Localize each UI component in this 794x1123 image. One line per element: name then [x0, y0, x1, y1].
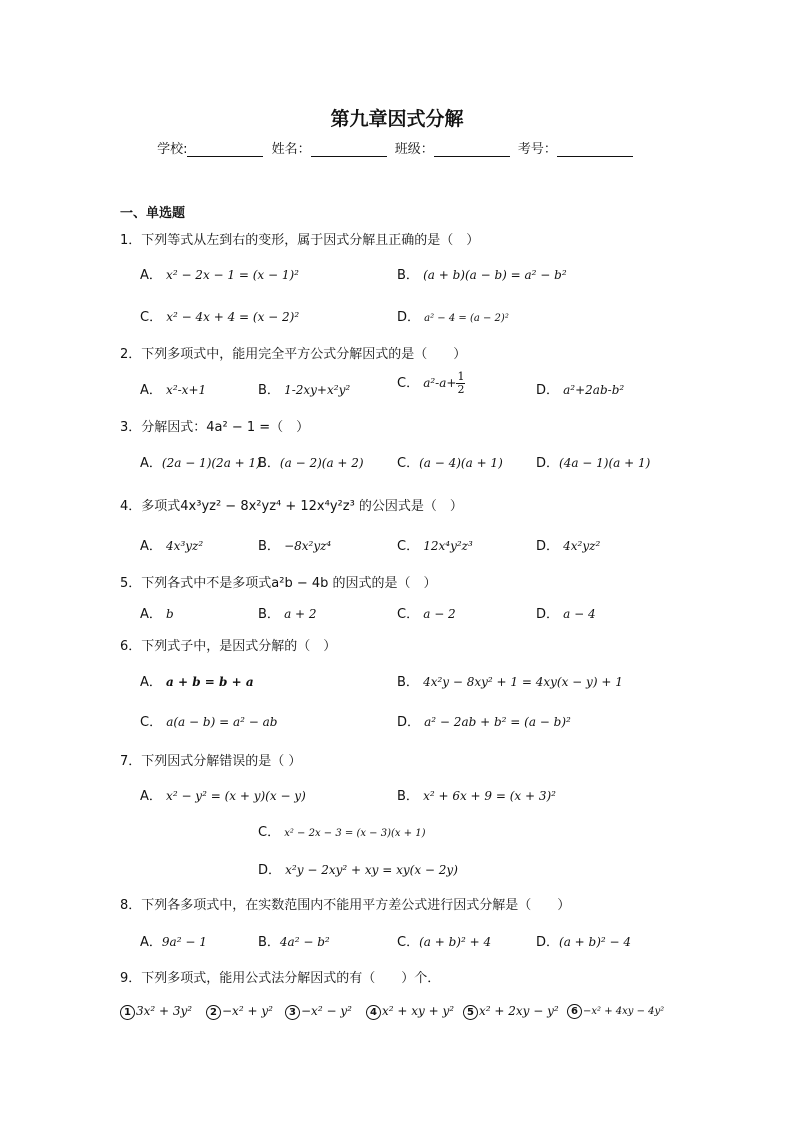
option-letter: B．: [397, 268, 419, 283]
option-letter: B．: [397, 789, 419, 804]
q8-option-a[interactable]: [140, 931, 207, 950]
option-expr: x² + 6x + 9 = (x + 3)²: [423, 789, 556, 803]
option-expr: 4x³yz²: [166, 539, 204, 553]
question-5-stem: 5．下列各式中不是多项式a²b − 4b 的因式的是（ ）: [120, 576, 437, 591]
option-expr: 1-2xy+x²y²: [284, 383, 351, 397]
option-expr: a² − 4 = (a − 2)²: [424, 313, 509, 324]
q7-option-a[interactable]: [140, 785, 306, 804]
option-letter: D．: [536, 383, 560, 398]
option-expr: 4x²yz²: [563, 539, 601, 553]
q7-option-c[interactable]: [258, 821, 426, 840]
q1-option-b[interactable]: [397, 264, 567, 283]
option-letter: D．: [258, 863, 282, 878]
option-letter: C．: [140, 715, 163, 730]
option-expr: x² − 2x − 1 = (x − 1)²: [166, 268, 299, 282]
option-expr: x²-x+1: [166, 383, 207, 397]
option-letter: C．: [258, 825, 281, 840]
option-expr: b: [166, 607, 174, 621]
option-expr: a²+2ab-b²: [563, 383, 625, 397]
option-letter: A．: [140, 789, 162, 804]
option-expr: −8x²yz⁴: [284, 539, 332, 553]
option-letter: A．: [140, 268, 162, 283]
option-expr: 9a² − 1: [161, 935, 207, 949]
option-letter: A．: [140, 935, 162, 950]
option-expr: a² − 2ab + b² = (a − b)²: [424, 715, 571, 729]
option-letter: D．: [397, 310, 421, 325]
option-expr: (a − 4)(a + 1): [419, 456, 503, 470]
q5-option-a[interactable]: [140, 603, 174, 622]
q9-item-3: [285, 1004, 352, 1020]
q5-option-b[interactable]: [258, 603, 317, 622]
question-6-stem: 6．下列式子中，是因式分解的（ ）: [120, 639, 337, 654]
q2-option-a[interactable]: [140, 379, 206, 398]
option-letter: B．: [397, 675, 419, 690]
q9-item-6: [567, 1004, 664, 1019]
option-expr: x² − 4x + 4 = (x − 2)²: [166, 310, 300, 324]
exam-no-label: 考号：: [517, 142, 557, 157]
option-expr: (a + b)² − 4: [559, 935, 632, 949]
q2-option-b[interactable]: [258, 379, 350, 398]
option-expr: a²-a+: [423, 376, 457, 390]
q9-item-5: [463, 1004, 559, 1020]
q4-option-b[interactable]: [258, 535, 331, 554]
option-letter: D．: [397, 715, 421, 730]
option-letter: A．: [140, 607, 162, 622]
question-1-stem: 1．下列等式从左到右的变形，属于因式分解且正确的是（ ）: [120, 233, 480, 248]
option-letter: D．: [536, 539, 560, 554]
option-letter: D．: [536, 456, 560, 471]
question-8-stem: 8．下列各多项式中，在实数范围内不能用平方差公式进行因式分解是（ ）: [120, 898, 571, 913]
school-blank[interactable]: [187, 142, 263, 157]
name-blank[interactable]: [311, 142, 387, 157]
option-expr: 12x⁴y²z³: [423, 539, 473, 553]
q3-option-a[interactable]: [140, 452, 261, 471]
option-expr: (a + b)(a − b) = a² − b²: [423, 268, 567, 282]
option-letter: B．: [258, 607, 280, 622]
option-letter: A．: [140, 456, 162, 471]
item-expr: −x² + y²: [222, 1004, 273, 1018]
item-expr: 3x² + 3y²: [136, 1004, 193, 1018]
option-expr: 4a² − b²: [279, 935, 330, 949]
q8-option-b[interactable]: [258, 931, 330, 950]
name-label: 姓名：: [271, 142, 311, 157]
q9-item-4: [366, 1004, 454, 1020]
q6-option-a[interactable]: [140, 671, 254, 690]
q9-item-2: [206, 1004, 273, 1020]
q3-option-b[interactable]: [258, 452, 364, 471]
circled-number: 1: [120, 1005, 135, 1020]
option-expr: a + 2: [284, 607, 317, 621]
q7-option-b[interactable]: [397, 785, 556, 804]
fraction-numerator: 1: [457, 370, 465, 383]
option-expr: (2a − 1)(2a + 1): [161, 456, 261, 470]
option-letter: A．: [140, 383, 162, 398]
option-letter: A．: [140, 675, 162, 690]
option-letter: D．: [536, 607, 560, 622]
question-4-stem: 4．多项式4x³yz² − 8x²yz⁴ + 12x⁴y²z³ 的公因式是（ ）: [120, 499, 463, 514]
fraction: [456, 371, 465, 396]
q6-option-c[interactable]: [140, 711, 277, 730]
option-expr: x² − 2x − 3 = (x − 3)(x + 1): [284, 828, 426, 839]
item-expr: x² + xy + y²: [382, 1004, 455, 1018]
option-expr: 4x²y − 8xy² + 1 = 4xy(x − y) + 1: [423, 675, 623, 689]
fraction-denominator: 2: [457, 383, 465, 396]
item-expr: x² + 2xy − y²: [479, 1004, 559, 1018]
option-expr: a(a − b) = a² − ab: [166, 715, 278, 729]
q8-option-c[interactable]: [397, 931, 491, 950]
q5-option-c[interactable]: [397, 603, 456, 622]
q9-item-1: [120, 1004, 192, 1020]
item-expr: −x² + 4xy − 4y²: [583, 1006, 665, 1017]
page-title: 第九章因式分解: [330, 108, 464, 130]
q6-option-b[interactable]: [397, 671, 623, 690]
student-info-line: [0, 138, 794, 157]
option-expr: a − 2: [423, 607, 456, 621]
question-2-stem: 2．下列多项式中，能用完全平方公式分解因式的是（ ）: [120, 347, 467, 362]
circled-number: 3: [285, 1005, 300, 1020]
option-letter: B．: [258, 456, 280, 471]
q1-option-c[interactable]: [140, 306, 299, 325]
q6-option-d[interactable]: [397, 711, 571, 730]
option-expr: x²y − 2xy² + xy = xy(x − 2y): [285, 863, 458, 877]
option-expr: (4a − 1)(a + 1): [559, 456, 651, 470]
q7-option-d[interactable]: [258, 859, 458, 878]
option-letter: B．: [258, 383, 280, 398]
option-expr: a + b = b + a: [166, 675, 254, 689]
option-letter: C．: [397, 539, 420, 554]
option-letter: C．: [397, 456, 420, 471]
option-expr: x² − y² = (x + y)(x − y): [166, 789, 306, 803]
option-letter: C．: [397, 935, 420, 950]
q4-option-a[interactable]: [140, 535, 203, 554]
section-heading: 一、单选题: [120, 206, 186, 221]
school-label: 学校:: [157, 142, 188, 157]
option-expr: (a + b)² + 4: [419, 935, 492, 949]
q3-option-d[interactable]: [536, 452, 650, 471]
item-expr: −x² − y²: [301, 1004, 352, 1018]
option-letter: B．: [258, 935, 280, 950]
class-label: 班级：: [394, 142, 434, 157]
question-7-stem: 7．下列因式分解错误的是（ ）: [120, 754, 302, 769]
exam-no-blank[interactable]: [557, 142, 633, 157]
option-expr: a − 4: [563, 607, 596, 621]
question-9-stem: 9．下列多项式，能用公式法分解因式的有（ ）个．: [120, 971, 441, 986]
q4-option-d[interactable]: [536, 535, 600, 554]
option-letter: C．: [397, 376, 420, 391]
q1-option-d[interactable]: [397, 306, 509, 325]
q2-option-c[interactable]: [397, 371, 465, 396]
option-letter: C．: [397, 607, 420, 622]
option-letter: B．: [258, 539, 280, 554]
circled-number: 5: [463, 1005, 478, 1020]
class-blank[interactable]: [434, 142, 510, 157]
q1-option-a[interactable]: [140, 264, 299, 283]
question-3-stem: 3．分解因式：4a² − 1 =（ ）: [120, 420, 310, 435]
q3-option-c[interactable]: [397, 452, 503, 471]
q5-option-d[interactable]: [536, 603, 596, 622]
option-letter: C．: [140, 310, 163, 325]
option-expr: (a − 2)(a + 2): [279, 456, 364, 470]
option-letter: D．: [536, 935, 560, 950]
q2-option-d[interactable]: [536, 379, 624, 398]
option-letter: A．: [140, 539, 162, 554]
q8-option-d[interactable]: [536, 931, 631, 950]
circled-number: 4: [366, 1005, 381, 1020]
circled-number: 6: [567, 1004, 582, 1019]
circled-number: 2: [206, 1005, 221, 1020]
q4-option-c[interactable]: [397, 535, 473, 554]
